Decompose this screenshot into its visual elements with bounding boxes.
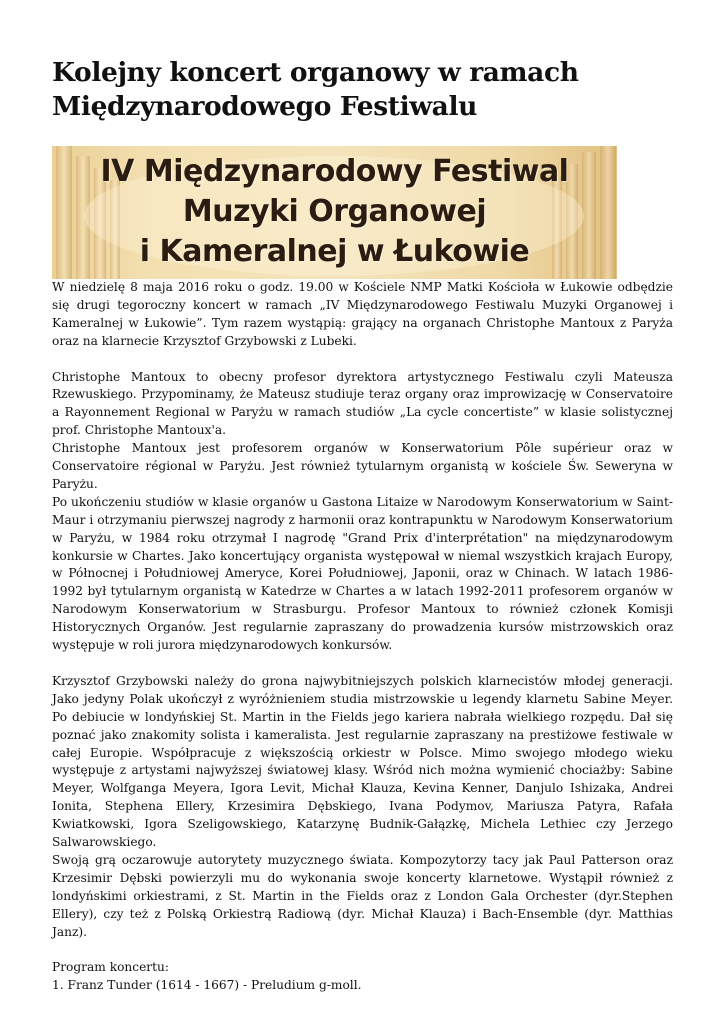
article [52, 56, 673, 995]
banner-line3: i Kameralnej w Łukowie [139, 234, 530, 269]
paragraph-mantoux-position: Christophe Mantoux jest profesorem organów w Konserwatorium Pôle supérieur oraz w Conservatoire régional w Paryżu. Jest również tytularnym organistą w kościele Św. Seweryna w Paryżu. [52, 441, 673, 491]
article-title-line2: Międzynarodowego Festiwalu [52, 91, 477, 122]
program-heading: Program koncertu: [52, 960, 169, 975]
banner-caption [52, 152, 617, 272]
paragraph-mantoux-student: Christophe Mantoux to obecny profesor dyrektora artystycznego Festiwalu czyli Mateusza Rzewuskiego. Przypominamy, że Mateusz studiuje teraz organy oraz improwizację w Conservatoire a Rayonnement Regional w Paryżu w ramach studiów „La cycle concertiste” w klasie solistycznej prof. Christophe Mantoux'a. [52, 369, 673, 438]
paragraph-mantoux-career: Po ukończeniu studiów w klasie organów u Gastona Litaize w Narodowym Konserwatorium w Saint-Maur i otrzymaniu pierwszej nagrody z harmonii oraz kontrapunktu w Narodowym Konserwatorium w Paryżu, w 1984 roku otrzymał I nagrodę "Grand Prix d'interprétation" na międzynarodowym konkursie w Chartes. Jako koncertujący organista występował w niemal wszystkich krajach Europy, w Północnej i Południowej Ameryce, Korei Południowej, Japonii, oraz w Chinach. W latach 1986-1992 był tytularnym organistą w Katedrze w Chartes a w latach 1992-2011 profesorem organów w Narodowym Konserwatorium w Strasburgu. Profesor Mantoux to również członek Komisji Historycznych Organów. Jest regularnie zapraszany do prowadzenia kursów mistrzowskich oraz występuje w roli jurora międzynarodowych konkursów. [52, 494, 673, 653]
article-title [52, 56, 673, 124]
festival-banner-image [52, 146, 617, 279]
paragraph-grzybowski-bio: Krzysztof Grzybowski należy do grona najwybitniejszych polskich klarnecistów młodej generacji. Jako jedyny Polak ukończył z wyróżnieniem studia mistrzowskie u legendy klarnetu Sabine Meyer. Po debiucie w londyńskiej St. Martin in the Fields jego kariera nabrała wielkiego rozpędu. Dał się poznać jako znakomity solista i kameralista. Jest regularnie zapraszany na prestiżowe festiwale w całej Europie. Współpracuje z większością orkiestr w Polsce. Mimo swojego młodego wieku występuje z artystami najwyższej światowej klasy. Wśród nich można wymienić chociażby: Sabine Meyer, Wolfganga Meyera, Igora Levit, Michał Klauza, Kevina Kenner, Danjulo Ishizaka, Andrei Ionita, Stephena Ellery, Krzesimira Dębskiego, Ivana Podymov, Mariusza Patyra, Rafała Kwiatkowski, Igora Szeligowskiego, Katarzynę Budnik-Gałązkę, Michela Lethiec czy Jerzego Salwarowskiego. [52, 673, 673, 850]
paragraph-grzybowski-career: Swoją grą oczarowuje autorytety muzycznego świata. Kompozytorzy tacy jak Paul Patterson oraz Krzesimir Dębski powierzyli mu do wykonania swoje koncerty klarnetowe. Wystąpił również z londyńskimi orkiestrami, z St. Martin in the Fields oraz z London Gala Orchester (dyr.Stephen Ellery), czy też z Polską Orkiestrą Radiową (dyr. Michał Klauza) i Bach-Ensemble (dyr. Matthias Janz). [52, 852, 673, 939]
banner-line2: Muzyki Organowej [182, 194, 487, 229]
program-item: 1. Franz Tunder (1614 - 1667) - Preludium g-moll. [52, 978, 362, 993]
article-body [52, 279, 673, 995]
banner-line1: IV Międzynarodowy Festiwal [100, 154, 569, 189]
article-title-line1: Kolejny koncert organowy w ramach [52, 57, 579, 88]
paragraph-intro: W niedzielę 8 maja 2016 roku o godz. 19.00 w Kościele NMP Matki Kościoła w Łukowie odbędzie się drugi tegoroczny koncert w ramach „IV Międzynarodowego Festiwalu Muzyki Organowej i Kameralnej w Łukowie”. Tym razem wystąpią: grający na organach Christophe Mantoux z Paryża oraz na klarnecie Krzysztof Grzybowski z Lubeki. [52, 280, 673, 348]
